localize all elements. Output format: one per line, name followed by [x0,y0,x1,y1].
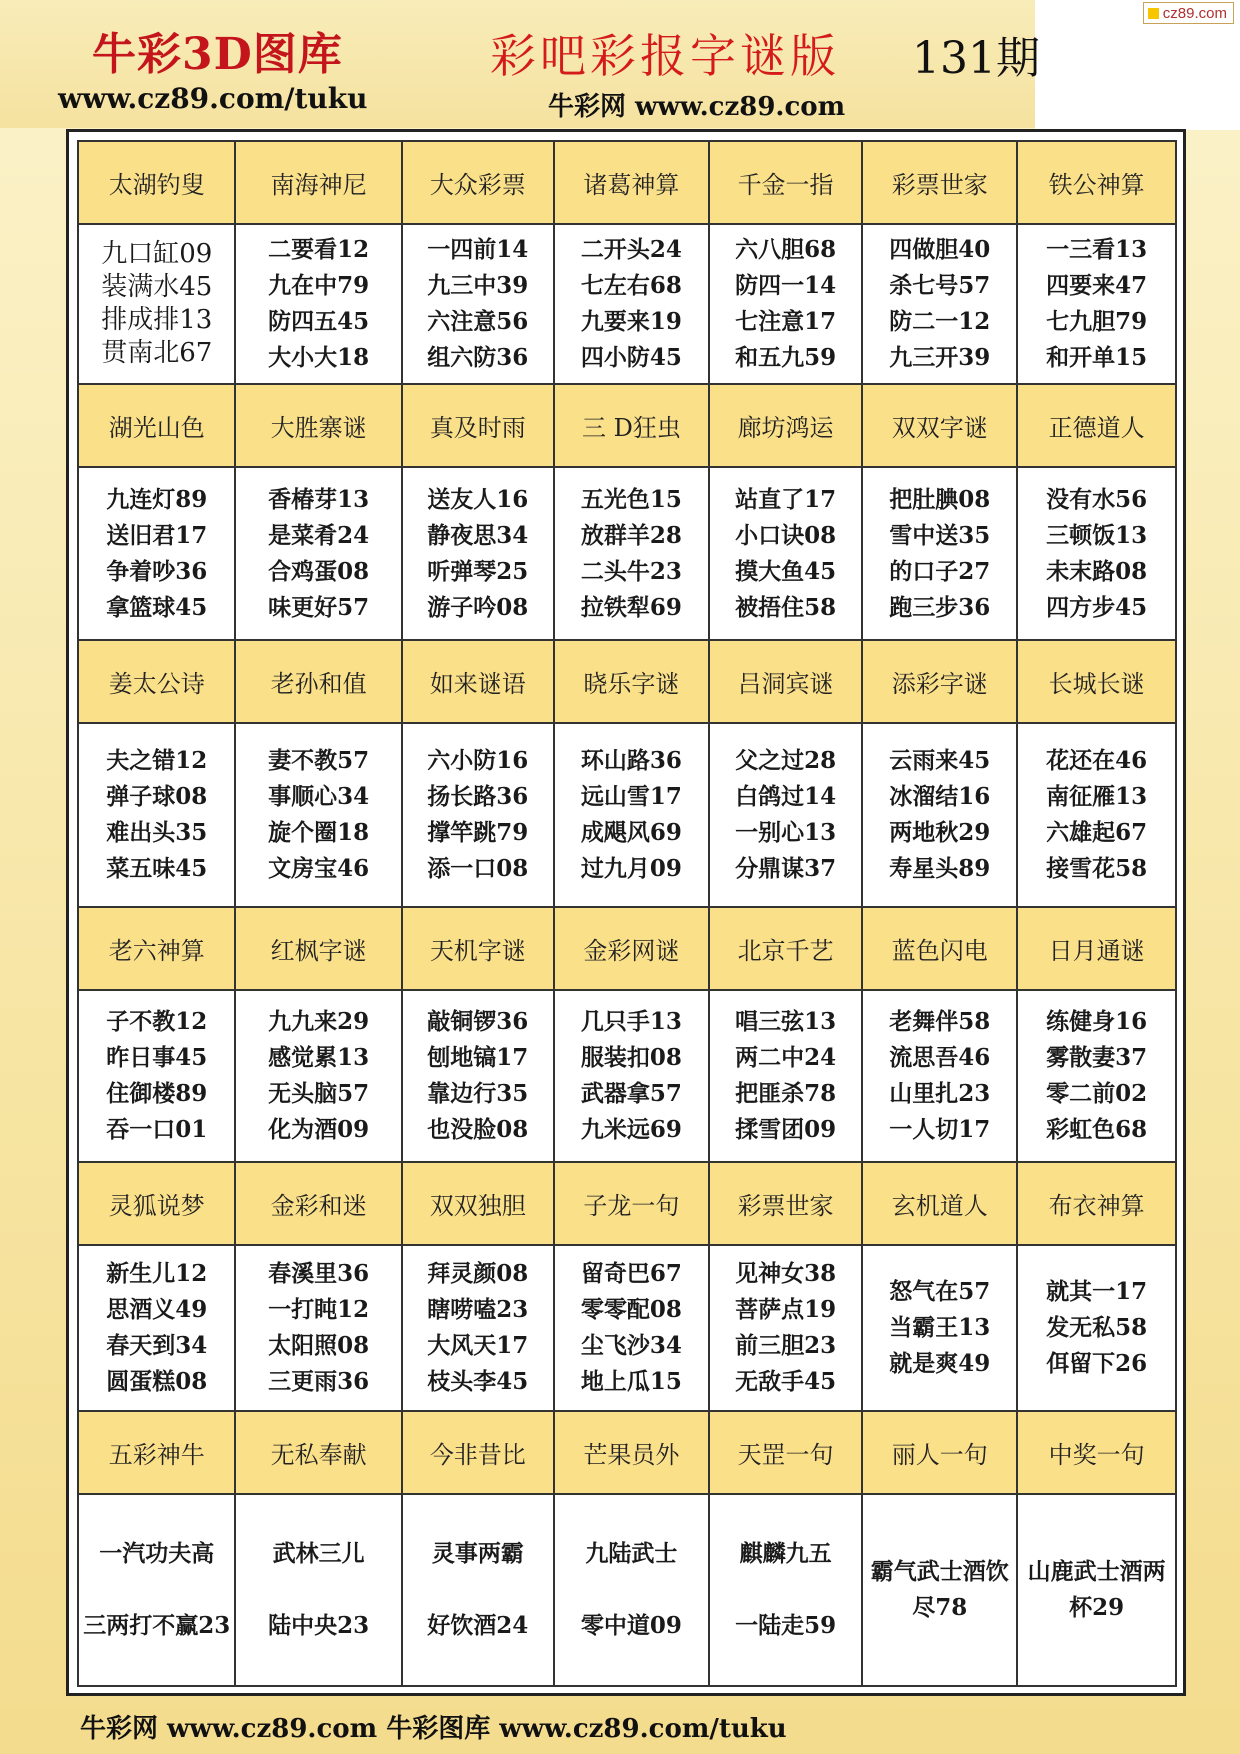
riddle-line: 九在中79 [268,271,370,299]
riddle-line: 一人切17 [889,1115,991,1143]
riddle-line: 花还在46 [1046,746,1148,774]
riddle-line: 味更好57 [268,593,370,621]
expert-name-cell: 老孙和值 [235,640,401,723]
riddle-cell [554,1494,709,1686]
header-row [78,1162,1176,1245]
riddle-line: 难出头35 [106,818,208,846]
riddle-line: 事顺心34 [268,782,370,810]
expert-name-cell: 无私奉献 [235,1411,401,1494]
header-right-strip [1035,0,1240,130]
riddle-line: 三顿饭13 [1046,521,1148,549]
riddle-line: 贯南北67 [101,337,213,368]
expert-name-cell: 吕洞宾谜 [709,640,862,723]
riddle-cell [78,224,235,384]
riddle-line: 送旧君17 [106,521,208,549]
riddle-cell [235,723,401,906]
riddle-cell [402,1494,554,1686]
riddle-line: 送友人16 [427,485,529,513]
expert-name-cell: 金彩和迷 [235,1162,401,1245]
expert-name-cell: 彩票世家 [709,1162,862,1245]
riddle-line: 一陆走59 [735,1612,837,1640]
riddle-cell [402,1245,554,1411]
riddle-row [78,1245,1176,1411]
riddle-line: 过九月09 [580,854,682,882]
riddle-cell [1017,467,1176,641]
riddle-cell [862,467,1017,641]
riddle-line: 思酒义49 [106,1296,208,1324]
riddle-line: 几只手13 [580,1007,682,1035]
riddle-line: 寿星头89 [889,854,991,882]
riddle-line: 菩萨点19 [735,1296,837,1324]
riddle-cell [78,723,235,906]
riddle-line: 夫之错12 [106,746,208,774]
riddle-line: 撑竿跳79 [427,818,529,846]
expert-name-cell: 正德道人 [1017,384,1176,467]
riddle-line: 也没脸08 [427,1115,529,1143]
expert-name-cell: 双双字谜 [862,384,1017,467]
expert-name-cell: 千金一指 [709,141,862,224]
riddle-line: 一三看13 [1046,235,1148,263]
expert-name-cell: 铁公神算 [1017,141,1176,224]
riddle-line: 春溪里36 [268,1260,370,1288]
expert-name-cell: 湖光山色 [78,384,235,467]
riddle-line: 靠边行35 [427,1079,529,1107]
riddle-line: 吞一口01 [106,1115,208,1143]
riddle-line: 分鼎谋37 [735,854,837,882]
riddle-line: 大风天17 [427,1332,529,1360]
riddle-line: 七注意17 [735,307,837,335]
riddle-cell [554,224,709,384]
riddle-cell [78,1245,235,1411]
riddle-line: 瞎唠嗑23 [427,1296,529,1324]
line-spacer [79,1572,234,1608]
riddle-line: 环山路36 [580,746,682,774]
expert-name-cell: 丽人一句 [862,1411,1017,1494]
expert-name-cell: 大众彩票 [402,141,554,224]
header-row [78,907,1176,990]
riddle-cell [709,224,862,384]
riddle-line: 和五九59 [735,343,837,371]
expert-name-cell: 今非昔比 [402,1411,554,1494]
riddle-row [78,467,1176,641]
riddle-line: 彩虹色68 [1046,1115,1148,1143]
riddle-line: 九三开39 [889,343,991,371]
riddle-table-frame [66,129,1186,1696]
riddle-line: 子不教12 [106,1007,208,1035]
riddle-line: 留奇巴67 [580,1260,682,1288]
site-badge[interactable] [1143,2,1234,24]
riddle-line: 尘飞沙34 [580,1332,682,1360]
riddle-line: 就是爽49 [889,1350,991,1378]
expert-name-cell: 灵狐说梦 [78,1162,235,1245]
riddle-line: 九陆武士 [585,1540,678,1568]
riddle-cell [402,723,554,906]
riddle-line: 四要来47 [1046,271,1148,299]
footer-links[interactable]: 牛彩网 www.cz89.com 牛彩图库 www.cz89.com/tuku [80,1714,787,1744]
riddle-line: 站直了17 [735,485,837,513]
riddle-line: 麒麟九五 [739,1540,832,1568]
riddle-cell [554,990,709,1162]
riddle-line: 尽78 [912,1594,968,1622]
riddle-line: 四做胆40 [889,235,991,263]
riddle-cell [78,467,235,641]
riddle-cell [554,1245,709,1411]
riddle-line: 霸气武士酒饮 [870,1558,1009,1586]
riddle-cell [709,990,862,1162]
riddle-line: 的口子27 [889,557,991,585]
riddle-line: 九米远69 [580,1115,682,1143]
expert-name-cell: 南海神尼 [235,141,401,224]
riddle-line: 灵事两霸 [431,1540,524,1568]
riddle-line: 好饮酒24 [427,1612,529,1640]
riddle-line: 零零配08 [580,1296,682,1324]
riddle-cell [709,1245,862,1411]
riddle-line: 发无私58 [1046,1314,1148,1342]
riddle-row [78,723,1176,906]
riddle-line: 无头脑57 [268,1079,370,1107]
expert-name-cell: 老六神算 [78,907,235,990]
riddle-cell [709,467,862,641]
riddle-line: 远山雪17 [580,782,682,810]
expert-name-cell: 真及时雨 [402,384,554,467]
riddle-cell [235,224,401,384]
riddle-line: 六注意56 [427,307,529,335]
riddle-line: 被捂住58 [735,593,837,621]
square-icon [1148,8,1159,19]
riddle-cell [1017,990,1176,1162]
riddle-line: 零二前02 [1046,1079,1148,1107]
riddle-line: 妻不教57 [268,746,370,774]
expert-name-cell: 芒果员外 [554,1411,709,1494]
riddle-line: 没有水56 [1046,485,1148,513]
riddle-line: 放群羊28 [580,521,682,549]
riddle-line: 九九来29 [268,1007,370,1035]
riddle-cell [235,1245,401,1411]
riddle-cell [1017,224,1176,384]
riddle-cell [862,990,1017,1162]
riddle-line: 成飓风69 [580,818,682,846]
expert-name-cell: 太湖钓叟 [78,141,235,224]
riddle-line: 四方步45 [1046,593,1148,621]
riddle-line: 跑三步36 [889,593,991,621]
line-spacer [555,1572,708,1608]
riddle-line: 雪中送35 [889,521,991,549]
expert-name-cell: 五彩神牛 [78,1411,235,1494]
riddle-line: 二要看12 [268,235,370,263]
riddle-line: 三更雨36 [268,1368,370,1396]
riddle-line: 当霸王13 [889,1314,991,1342]
riddle-line: 未末路08 [1046,557,1148,585]
riddle-line: 前三胆23 [735,1332,837,1360]
expert-name-cell: 长城长谜 [1017,640,1176,723]
expert-name-cell: 天机字谜 [402,907,554,990]
riddle-line: 两地秋29 [889,818,991,846]
riddle-line: 太阳照08 [268,1332,370,1360]
riddle-line: 山鹿武士酒两 [1027,1558,1166,1586]
header-row [78,1411,1176,1494]
riddle-cell [1017,1245,1176,1411]
riddle-line: 陆中央23 [268,1612,370,1640]
riddle-cell [235,467,401,641]
riddle-cell [862,224,1017,384]
riddle-line: 六雄起67 [1046,818,1148,846]
riddle-line: 静夜思34 [427,521,529,549]
header-row [78,384,1176,467]
riddle-line: 弹子球08 [106,782,208,810]
brand-title: 牛彩3D图库 [92,29,343,80]
riddle-line: 练健身16 [1046,1007,1148,1035]
header-row [78,141,1176,224]
riddle-cell [862,1494,1017,1686]
riddle-line: 两二中24 [735,1043,837,1071]
riddle-cell [862,1245,1017,1411]
riddle-line: 九三中39 [427,271,529,299]
expert-name-cell: 添彩字谜 [862,640,1017,723]
riddle-line: 旋个圈18 [268,818,370,846]
brand-url[interactable]: www.cz89.com/tuku [58,82,368,115]
riddle-cell [1017,1494,1176,1686]
riddle-line: 敲铜锣36 [427,1007,529,1035]
riddle-line: 新生儿12 [106,1260,208,1288]
riddle-line: 把肚腆08 [889,485,991,513]
riddle-line: 无敌手45 [735,1368,837,1396]
riddle-line: 九连灯89 [106,485,208,513]
riddle-line: 小口诀08 [735,521,837,549]
riddle-line: 添一口08 [427,854,529,882]
line-spacer [710,1572,861,1608]
site-badge-label: cz89.com [1162,4,1227,22]
riddle-line: 老舞伴58 [889,1007,991,1035]
riddle-cell [862,723,1017,906]
riddle-cell [402,467,554,641]
riddle-row [78,224,1176,384]
riddle-table [77,140,1177,1687]
riddle-line: 圆蛋糕08 [106,1368,208,1396]
header-row [78,640,1176,723]
riddle-line: 四小防45 [580,343,682,371]
riddle-line: 一别心13 [735,818,837,846]
riddle-line: 三两打不赢23 [83,1612,231,1640]
riddle-line: 感觉累13 [268,1043,370,1071]
riddle-line: 就其一17 [1046,1278,1148,1306]
expert-name-cell: 姜太公诗 [78,640,235,723]
riddle-line: 武林三儿 [272,1540,365,1568]
riddle-line: 白鸽过14 [735,782,837,810]
riddle-line: 七左右68 [580,271,682,299]
riddle-line: 二开头24 [580,235,682,263]
riddle-line: 五光色15 [580,485,682,513]
issue-number: 131期 [912,33,1040,84]
expert-name-cell: 日月通谜 [1017,907,1176,990]
riddle-line: 一打盹12 [268,1296,370,1324]
riddle-line: 一汽功夫高 [99,1540,215,1568]
expert-name-cell: 北京千艺 [709,907,862,990]
riddle-line: 六小防16 [427,746,529,774]
riddle-line: 冰溜结16 [889,782,991,810]
riddle-line: 佴留下26 [1046,1350,1148,1378]
riddle-line: 拉铁犁69 [580,593,682,621]
riddle-line: 听弹琴25 [427,557,529,585]
riddle-line: 雾散妻37 [1046,1043,1148,1071]
expert-name-cell: 子龙一句 [554,1162,709,1245]
riddle-line: 地上瓜15 [580,1368,682,1396]
riddle-line: 拜灵颜08 [427,1260,529,1288]
riddle-line: 接雪花58 [1046,854,1148,882]
riddle-line: 云雨来45 [889,746,991,774]
riddle-line: 唱三弦13 [735,1007,837,1035]
expert-name-cell: 廊坊鸿运 [709,384,862,467]
riddle-line: 刨地镐17 [427,1043,529,1071]
riddle-row [78,1494,1176,1686]
riddle-cell [402,224,554,384]
riddle-line: 化为酒09 [268,1115,370,1143]
riddle-line: 防二一12 [889,307,991,335]
riddle-line: 争着吵36 [106,557,208,585]
expert-name-cell: 天罡一句 [709,1411,862,1494]
riddle-cell [709,1494,862,1686]
riddle-line: 防四一14 [735,271,837,299]
riddle-line: 零中道09 [580,1612,682,1640]
riddle-line: 见神女38 [735,1260,837,1288]
riddle-line: 合鸡蛋08 [268,557,370,585]
riddle-line: 装满水45 [101,271,213,302]
riddle-line: 枝头李45 [427,1368,529,1396]
riddle-line: 怒气在57 [889,1278,991,1306]
riddle-line: 摸大鱼45 [735,557,837,585]
riddle-line: 父之过28 [735,746,837,774]
riddle-line: 山里扎23 [889,1079,991,1107]
riddle-line: 和开单15 [1046,343,1148,371]
expert-name-cell: 三 D狂虫 [554,384,709,467]
riddle-row [78,990,1176,1162]
riddle-line: 武器拿57 [580,1079,682,1107]
riddle-line: 住御楼89 [106,1079,208,1107]
riddle-line: 游子吟08 [427,593,529,621]
sub-url[interactable]: 牛彩网 www.cz89.com [548,92,846,122]
riddle-line: 南征雁13 [1046,782,1148,810]
riddle-line: 杀七号57 [889,271,991,299]
riddle-cell [554,723,709,906]
riddle-line: 春天到34 [106,1332,208,1360]
riddle-line: 组六防36 [427,343,529,371]
expert-name-cell: 彩票世家 [862,141,1017,224]
riddle-cell [235,990,401,1162]
riddle-line: 是菜肴24 [268,521,370,549]
riddle-line: 菜五味45 [106,854,208,882]
line-spacer [403,1572,553,1608]
riddle-line: 一四前14 [427,235,529,263]
expert-name-cell: 金彩网谜 [554,907,709,990]
expert-name-cell: 大胜寨谜 [235,384,401,467]
riddle-cell [235,1494,401,1686]
expert-name-cell: 诸葛神算 [554,141,709,224]
riddle-cell [1017,723,1176,906]
riddle-line: 六八胆68 [735,235,837,263]
expert-name-cell: 晓乐字谜 [554,640,709,723]
riddle-line: 防四五45 [268,307,370,335]
riddle-line: 把匪杀78 [735,1079,837,1107]
expert-name-cell: 玄机道人 [862,1162,1017,1245]
riddle-line: 揉雪团09 [735,1115,837,1143]
riddle-line: 香椿芽13 [268,485,370,513]
riddle-line: 九要来19 [580,307,682,335]
expert-name-cell: 中奖一句 [1017,1411,1176,1494]
expert-name-cell: 布衣神算 [1017,1162,1176,1245]
expert-name-cell: 如来谜语 [402,640,554,723]
line-spacer [236,1572,400,1608]
riddle-cell [402,990,554,1162]
expert-name-cell: 红枫字谜 [235,907,401,990]
riddle-line: 扬长路36 [427,782,529,810]
riddle-cell [78,990,235,1162]
riddle-line: 七九胆79 [1046,307,1148,335]
riddle-line: 杯29 [1069,1594,1125,1622]
riddle-line: 排成排13 [101,304,213,335]
riddle-cell [554,467,709,641]
riddle-line: 二头牛23 [580,557,682,585]
riddle-cell [709,723,862,906]
riddle-cell [78,1494,235,1686]
riddle-line: 文房宝46 [268,854,370,882]
riddle-line: 流思吾46 [889,1043,991,1071]
page-title: 彩吧彩报字谜版 [490,29,840,83]
expert-name-cell: 蓝色闪电 [862,907,1017,990]
riddle-line: 大小大18 [268,343,370,371]
riddle-line: 九口缸09 [101,238,213,269]
riddle-line: 拿篮球45 [106,593,208,621]
riddle-line: 服装扣08 [580,1043,682,1071]
expert-name-cell: 双双独胆 [402,1162,554,1245]
riddle-line: 昨日事45 [106,1043,208,1071]
